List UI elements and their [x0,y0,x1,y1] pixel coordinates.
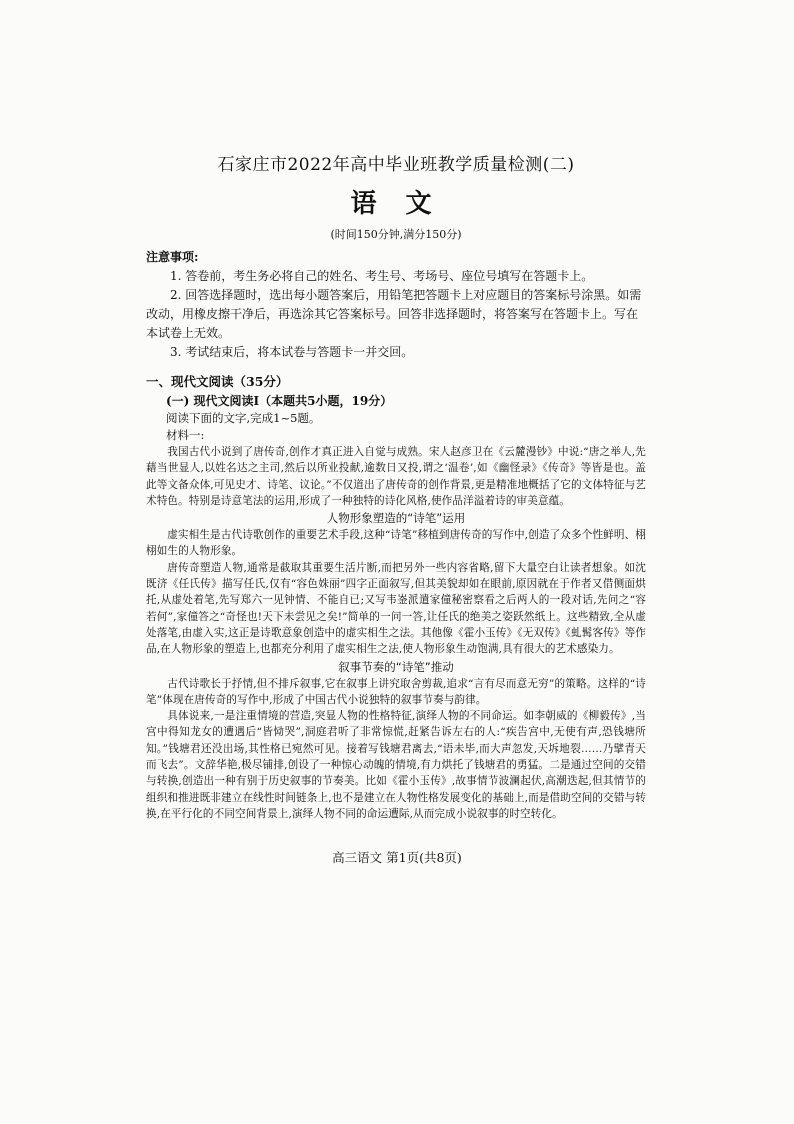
notice-item-3: 3. 考试结束后，将本试卷与答题卡一并交回。 [170,345,414,359]
page-content [146,150,646,822]
material-label: 材料一: [166,428,205,442]
exam-title: 石家庄市2022年高中毕业班教学质量检测(二) [217,155,575,175]
subsection-heading: (一) 现代文阅读Ⅰ（本题共5小题，19分） [166,394,393,408]
material-paragraph: 我国古代小说到了唐传奇,创作才真正进入自觉与成熟。宋人赵彦卫在《云麓漫钞》中说:“唐之举人,先藉当世显人,以姓名达之主司,然后以所业投献,逾数日又投,谓之‘温卷’,如《幽怪录》《传奇》等皆是也。盖此等文备众体,可见史才、诗笔、议论。”不仅道出了唐传奇的创作背景,更是精准地概括了它的文体特征与艺术特色。特别是诗意笔法的运用,形成了一种独特的诗化风格,使作品洋溢着诗的审美意蕴。 [146,446,646,507]
section-heading: 一、现代文阅读（35分） [146,374,289,389]
notice-item-2: 2. 回答选择题时，选出每小题答案后，用铅笔把答题卡上对应题目的答案标号涂黑。如需改动，用橡皮擦干净后，再选涂其它答案标号。回答非选择题时，将答案写在答题卡上。写在本试卷上无效。 [146,288,642,340]
subsection-a-paragraph-2: 唐传奇塑造人物,通常是截取其重要生活片断,而把另外一些内容省略,留下大量空白让读者想象。如沈既济《任氏传》描写任氏,仅有“容色姝丽”四字正面叙写,但其美貌却如在眼前,原因就在于作者又借侧面烘托,从虚处着笔,先写郑六一见钟情、不能自已;又写韦崟派遣家僮秘密察看之后两人的一段对话,先问之“容若何”,家僮答之“奇怪也!天下未尝见之矣!”简单的一问一答,让任氏的绝美之姿跃然纸上。这些精致,全从虚处落笔,由虚入实,这正是诗歌意象创造中的虚实相生之法。其他像《霍小玉传》《无双传》《虬髯客传》等作品,在人物形象的塑造上,也都充分利用了虚实相生之法,使人物形象生动饱满,具有很大的艺术感染力。 [146,561,646,656]
subsection-b-paragraph-2: 具体说来,一是注重情境的营造,突显人物的性格特征,演绎人物的不同命运。如李朝威的《柳毅传》,当宫中得知龙女的遭遇后“皆恸哭”,洞庭君听了非常惊慌,赶紧告诉左右的人:“疾告宫中,无使有声,恐钱塘所知。”钱塘君还没出场,其性格已宛然可见。接着写钱塘君离去,“语未毕,而大声忽发,天坼地裂……乃擘青天而飞去”。文辞华艳,极尽铺排,创设了一种惊心动魄的情境,有力烘托了钱塘君的勇猛。二是通过空间的交错与转换,创造出一种有别于历史叙事的节奏美。比如《霍小玉传》,故事情节波澜起伏,高潮迭起,但其情节的组织和推进既非建立在线性时间链条上,也不是建立在人物性格发展变化的基础上,而是借助空间的交错与转换,在平行化的不同空间背景上,演绎人物不同的命运遭际,从而完成小说叙事的时空转化。 [146,710,646,820]
time-info: (时间150分钟,满分150分) [330,228,462,241]
subsection-b-title: 叙事节奏的“诗笔”推动 [338,659,454,674]
subsection-a-title: 人物形象塑造的“诗笔”运用 [326,511,466,526]
subsection-a-paragraph-1: 虚实相生是古代诗歌创作的重要艺术手段,这种“诗笔”移植到唐传奇的写作中,创造了众多个性鲜明、栩栩如生的人物形象。 [146,529,646,558]
subsection-b-paragraph-1: 古代诗歌长于抒情,但不排斥叙事,它在叙事上讲究取舍剪裁,追求“言有尽而意无穷”的策略。这样的“诗笔”体现在唐传奇的写作中,形成了中国古代小说独特的叙事节奏与韵律。 [146,677,646,706]
page-footer: 高三语文 第1页(共8页) [332,850,462,865]
subject-title: 语 文 [350,189,442,219]
notice-heading: 注意事项: [146,250,199,264]
instruction: 阅读下面的文字,完成1~5题。 [166,411,321,425]
notice-item-1: 1. 答卷前，考生务必将自己的姓名、考生号、考场号、座位号填写在答题卡上。 [170,269,594,283]
